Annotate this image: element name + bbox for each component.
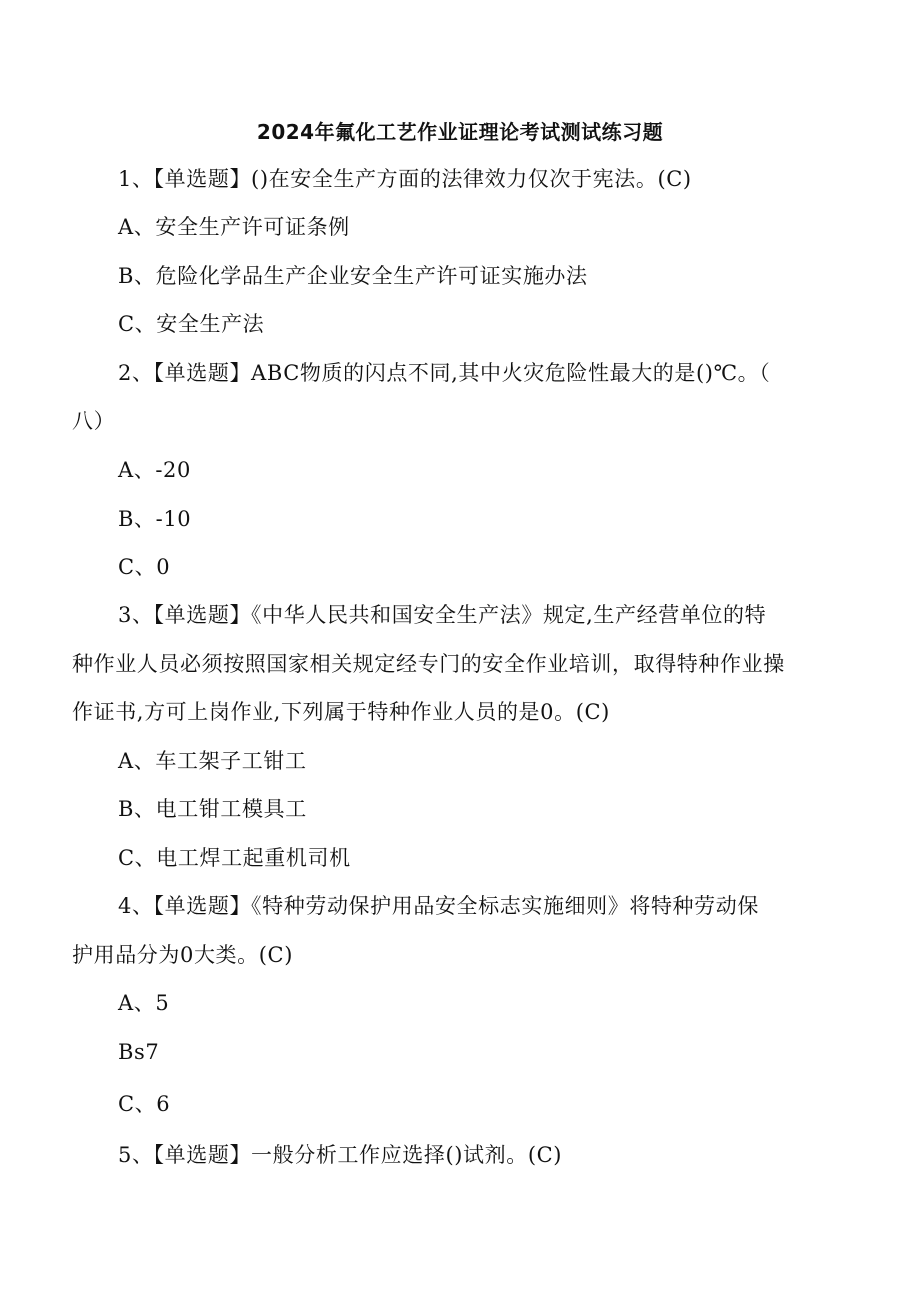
question-2-option-a: A、-20 xyxy=(118,458,191,482)
question-1-option-a: A、安全生产许可证条例 xyxy=(118,215,350,239)
question-5-stem: 5、【单选题】一般分析工作应选择()试剂。(C) xyxy=(118,1143,563,1167)
question-3-stem: 3、【单选题】《中华人民共和国安全生产法》规定,生产经营单位的特 xyxy=(118,603,767,627)
question-4-stem-continued: 护用品分为0大类。(C) xyxy=(72,943,294,967)
question-3-stem-line-3: 作证书,方可上岗作业,下列属于特种作业人员的是0。(C) xyxy=(72,700,610,724)
question-3-option-c: C、电工焊工起重机司机 xyxy=(118,846,351,870)
question-2-stem-continued: 八） xyxy=(72,409,116,433)
question-4-option-b: Bs7 xyxy=(118,1040,160,1064)
document-title: 2024年氟化工艺作业证理论考试测试练习题 xyxy=(256,120,664,144)
question-3-option-b: B、电工钳工模具工 xyxy=(118,797,307,821)
question-4-option-a: A、5 xyxy=(118,991,170,1015)
question-3-option-a: A、车工架子工钳工 xyxy=(118,749,307,773)
question-1-option-c: C、安全生产法 xyxy=(118,312,265,336)
question-1-option-b: B、危险化学品生产企业安全生产许可证实施办法 xyxy=(118,264,588,288)
question-3-stem-line-2: 种作业人员必须按照国家相关规定经专门的安全作业培训，取得特种作业操 xyxy=(72,652,785,676)
question-1-stem: 1、【单选题】()在安全生产方面的法律效力仅次于宪法。(C) xyxy=(118,167,692,191)
question-4-stem: 4、【单选题】《特种劳动保护用品安全标志实施细则》将特种劳动保 xyxy=(118,894,759,918)
question-2-stem: 2、【单选题】ABC物质的闪点不同,其中火灾危险性最大的是()℃。（ xyxy=(118,361,771,385)
question-2-option-b: B、-10 xyxy=(118,507,192,531)
question-4-option-c: C、6 xyxy=(118,1092,171,1116)
question-2-option-c: C、0 xyxy=(118,555,171,579)
